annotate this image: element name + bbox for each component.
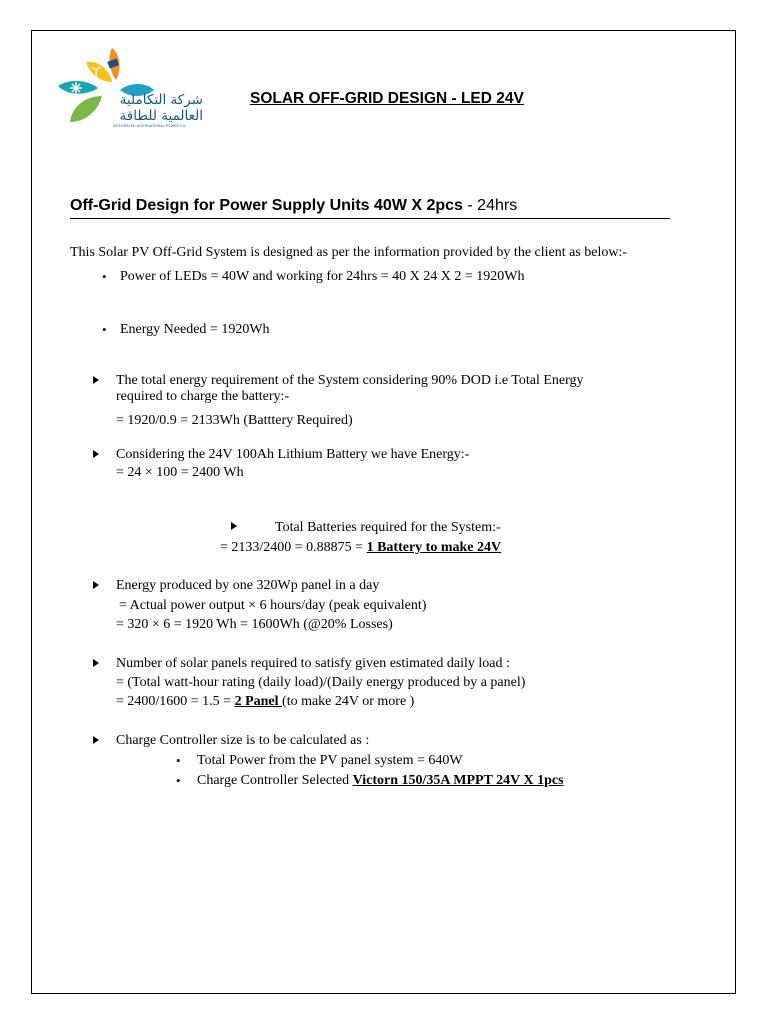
- bullet-led-power: Power of LEDs = 40W and working for 24hrs = 40 X 24 X 2 = 1920Wh: [120, 269, 525, 284]
- battery-line1: Considering the 24V 100Ah Lithium Battery we have Energy:-: [116, 447, 470, 462]
- logo-english-text: INTEGRATED INTERNATIONAL POWER CO.: [113, 124, 187, 128]
- charge-controller-total-power: Total Power from the PV panel system = 640W: [197, 753, 463, 768]
- energy-req-line2: required to charge the battery:-: [116, 389, 290, 404]
- intro-text: This Solar PV Off-Grid System is designed as per the information provided by the client as below:-: [70, 245, 628, 260]
- panel-result: 2 Panel: [234, 694, 283, 709]
- document-title: SOLAR OFF-GRID DESIGN - LED 24V: [250, 90, 524, 107]
- controller-result: Victorn 150/35A MPPT 24V X 1pcs: [352, 773, 564, 788]
- arrow-bullet-icon: [231, 522, 237, 530]
- heading-suffix: - 24hrs: [462, 197, 518, 214]
- logo-arabic-text: شركة التكاملية العالمية للطاقة: [119, 92, 203, 124]
- num-panels-line3: = 2400/1600 = 1.5 = 2 Panel (to make 24V or more ): [116, 694, 415, 709]
- arrow-bullet-icon: [93, 376, 99, 384]
- arrow-bullet-icon: [93, 736, 99, 744]
- num-panels-line1: Number of solar panels required to satisfy given estimated daily load :: [116, 656, 510, 671]
- bullet-dot: •: [176, 753, 181, 768]
- energy-req-line1: The total energy requirement of the System considering 90% DOD i.e Total Energy: [116, 373, 584, 388]
- total-batteries-line1: Total Batteries required for the System:-: [275, 520, 501, 535]
- battery-result: 1 Battery to make 24V: [366, 540, 502, 555]
- bullet-dot: •: [102, 269, 107, 284]
- arrow-bullet-icon: [93, 581, 99, 589]
- section-heading: [70, 197, 670, 219]
- heading-main: Off-Grid Design for Power Supply Units 40W X 2pcs: [70, 197, 463, 214]
- battery-line2: = 24 × 100 = 2400 Wh: [116, 465, 244, 480]
- bullet-dot: •: [176, 773, 181, 788]
- num-panels-line2: = (Total watt-hour rating (daily load)/(Daily energy produced by a panel): [116, 675, 526, 690]
- panel-energy-line2: = Actual power output × 6 hours/day (peak equivalent): [119, 598, 427, 613]
- charge-controller-line1: Charge Controller size is to be calculated as :: [116, 733, 370, 748]
- energy-req-line3: = 1920/0.9 = 2133Wh (Batttery Required): [116, 413, 353, 428]
- bullet-dot: •: [102, 322, 107, 337]
- panel-energy-line1: Energy produced by one 320Wp panel in a day: [116, 578, 380, 593]
- total-batteries-line2: = 2133/2400 = 0.88875 = 1 Battery to make 24V: [220, 540, 502, 555]
- charge-controller-selected: Charge Controller Selected Victorn 150/35A MPPT 24V X 1pcs: [197, 773, 564, 788]
- page-border: [31, 30, 736, 994]
- panel-energy-line3: = 320 × 6 = 1920 Wh = 1600Wh (@20% Losses): [116, 617, 393, 632]
- arrow-bullet-icon: [93, 450, 99, 458]
- bullet-energy-needed: Energy Needed = 1920Wh: [120, 322, 270, 337]
- arrow-bullet-icon: [93, 659, 99, 667]
